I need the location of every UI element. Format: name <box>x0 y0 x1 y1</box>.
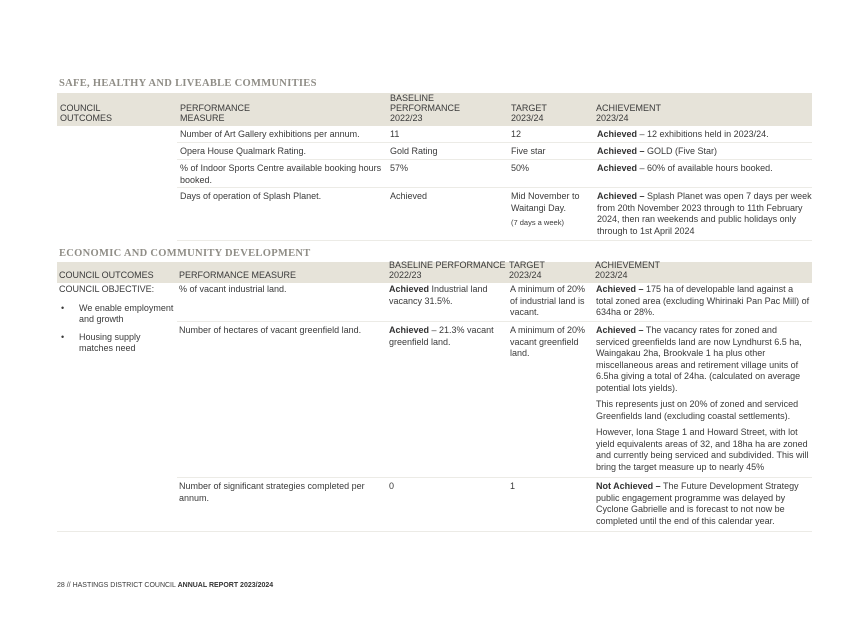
row-divider <box>177 240 812 241</box>
header-baseline: BASELINE PERFORMANCE 2022/23 <box>389 260 506 280</box>
table-cell-target: 50% <box>511 163 530 173</box>
table-cell-measure: Number of hectares of vacant greenfield land. <box>179 325 362 335</box>
council-objective <box>59 284 177 361</box>
header-achievement: ACHIEVEMENT 2023/24 <box>596 103 662 123</box>
header-measure: PERFORMANCE MEASURE <box>179 270 297 280</box>
table-cell-baseline: 57% <box>390 163 409 173</box>
objective-label: COUNCIL OBJECTIVE: <box>59 284 155 294</box>
row-divider <box>177 477 812 478</box>
table-cell-measure: % of vacant industrial land. <box>179 284 287 294</box>
table-cell-measure: % of Indoor Sports Centre available booking hours booked. <box>180 163 382 185</box>
table-cell-baseline: Achieved – 21.3% vacant greenfield land. <box>389 325 494 347</box>
section-title: ECONOMIC AND COMMUNITY DEVELOPMENT <box>59 248 311 259</box>
row-divider <box>177 187 812 188</box>
table-header <box>57 93 812 126</box>
table-cell-measure: Opera House Qualmark Rating. <box>180 146 307 156</box>
table-cell-measure: Number of significant strategies completed per annum. <box>179 481 365 503</box>
table-cell-achievement: Achieved – The vacancy rates for zoned and serviced greenfields land are now Lyndhurst 6.5 ha, Waingakau 2ha, Brookvale 1 ha plus other miscellaneous areas and retirement village units of 6.5ha giving a total of 24ha. (calculated on average potential lots yields). This represents just on 20% of zoned and serviced Greenfields land (excluding coastal settlements). However, Iona Stage 1 and Howard Street, with lot yield equivalents areas of 32, and 18ha ha are zoned and currently being serviced and subdivided. This will bring the target measure up to nearly 45% <box>596 325 812 478</box>
table-header <box>57 262 812 283</box>
row-divider <box>57 531 812 532</box>
table-cell-achievement: Not Achieved – The Future Development Strategy public engagement programme was delayed by Cyclone Gabrielle and is forecast to not now be completed until the end of this calendar year. <box>596 481 799 526</box>
header-achievement: ACHIEVEMENT 2023/24 <box>595 260 661 280</box>
table-cell-target: Mid November to Waitangi Day. (7 days a week) <box>511 191 589 229</box>
table-cell-target: Five star <box>511 146 546 156</box>
row-divider <box>177 142 812 143</box>
table-cell-baseline: Gold Rating <box>390 146 438 156</box>
table-cell-target: A minimum of 20% vacant greenfield land. <box>510 325 586 358</box>
header-outcomes: COUNCIL OUTCOMES <box>60 103 113 123</box>
table-cell-achievement: Achieved – 175 ha of developable land against a total zoned area (excluding Whirinaki Pan Pac Mill) of 634ha or 28%. <box>596 284 810 317</box>
page-footer: 28 // HASTINGS DISTRICT COUNCIL ANNUAL REPORT 2023/2024 <box>57 582 274 589</box>
table-cell-target: 1 <box>510 481 516 491</box>
objective-item: • We enable employment and growth <box>59 303 177 326</box>
row-divider <box>177 321 812 322</box>
table-cell-measure: Number of Art Gallery exhibitions per annum. <box>180 129 360 139</box>
table-cell-achievement: Achieved – Splash Planet was open 7 days per week from 20th November 2023 through to 11th February 2024, then ran weekends and public holidays only through to 1st April 2024 <box>597 191 812 236</box>
achievement-paragraph: This represents just on 20% of zoned and serviced Greenfields land (excluding coastal settlements). <box>596 399 799 421</box>
table-cell-baseline: Achieved Industrial land vacancy 31.5%. <box>389 284 488 306</box>
section-title: SAFE, HEALTHY AND LIVEABLE COMMUNITIES <box>59 78 317 89</box>
target-note: (7 days a week) <box>511 218 564 227</box>
header-target: TARGET 2023/24 <box>511 103 547 123</box>
header-outcomes: COUNCIL OUTCOMES <box>59 270 154 280</box>
table-cell-achievement: Achieved – 12 exhibitions held in 2023/24. <box>597 129 769 139</box>
table-cell-measure: Days of operation of Splash Planet. <box>180 191 322 201</box>
table-cell-target: A minimum of 20% of industrial land is vacant. <box>510 284 586 317</box>
header-target: TARGET 2023/24 <box>509 260 545 280</box>
table-cell-baseline: 0 <box>389 481 395 491</box>
header-measure: PERFORMANCE MEASURE <box>180 103 251 123</box>
row-divider <box>177 159 812 160</box>
table-cell-achievement: Achieved – GOLD (Five Star) <box>597 146 718 156</box>
header-baseline: BASELINE PERFORMANCE 2022/23 <box>390 93 461 123</box>
table-cell-baseline: 11 <box>390 129 400 139</box>
achievement-paragraph: However, Iona Stage 1 and Howard Street, with lot yield equivalents areas of 32, and 18ha ha are zoned and currently being serviced and subdivided. This will bring the target measure up to nearly 45% <box>596 427 809 472</box>
table-cell-achievement: Achieved – 60% of available hours booked. <box>597 163 773 173</box>
table-cell-baseline: Achieved <box>390 191 428 201</box>
objective-item: • Housing supply matches need <box>59 332 177 355</box>
table-cell-target: 12 <box>511 129 522 139</box>
